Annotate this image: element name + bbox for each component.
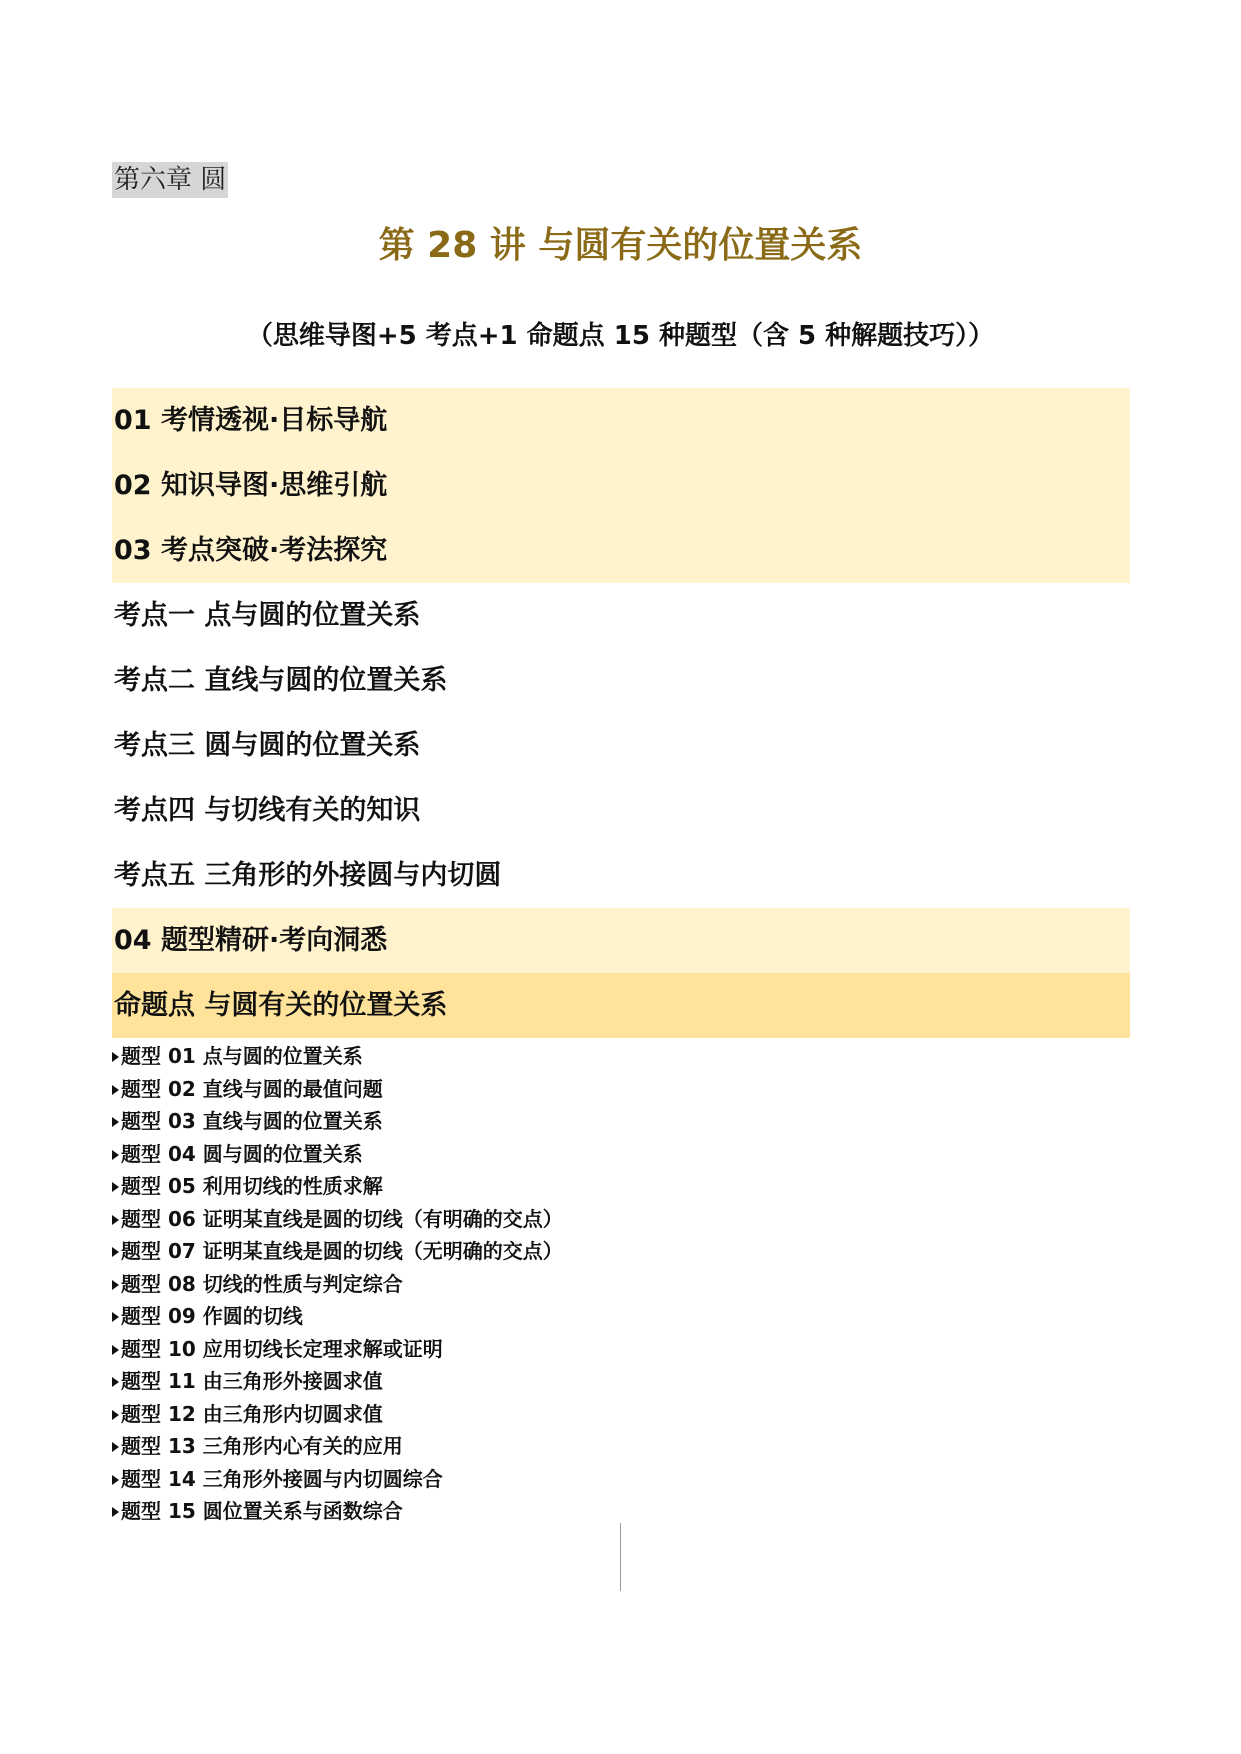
- triangle-bullet-icon: [112, 1150, 119, 1160]
- triangle-bullet-icon: [112, 1442, 119, 1452]
- chapter-label: 第六章 圆: [112, 162, 228, 198]
- question-type-label: 题型 09 作圆的切线: [121, 1304, 303, 1328]
- question-type-label: 题型 01 点与圆的位置关系: [121, 1044, 363, 1068]
- triangle-bullet-icon: [112, 1280, 119, 1290]
- list-item: [112, 1300, 812, 1333]
- question-type-label: 题型 13 三角形内心有关的应用: [121, 1434, 403, 1458]
- toc-item: 考点二 直线与圆的位置关系: [114, 665, 448, 696]
- triangle-bullet-icon: [112, 1377, 119, 1387]
- list-item: [112, 1235, 812, 1268]
- triangle-bullet-icon: [112, 1052, 119, 1062]
- question-type-label: 题型 14 三角形外接圆与内切圆综合: [121, 1466, 443, 1491]
- column-divider: [620, 1523, 621, 1591]
- list-item: [112, 1365, 812, 1398]
- triangle-bullet-icon: [112, 1410, 119, 1420]
- list-item: [112, 1170, 812, 1203]
- toc-item: 考点四 与切线有关的知识: [114, 795, 421, 826]
- list-item: [112, 1203, 812, 1236]
- toc-item: 考点五 三角形的外接圆与内切圆: [114, 860, 502, 891]
- triangle-bullet-icon: [112, 1507, 119, 1517]
- toc-item: 03 考点突破·考法探究: [112, 518, 1130, 583]
- question-type-label: 题型 07 证明某直线是圆的切线（无明确的交点）: [121, 1239, 563, 1263]
- question-type-label: 题型 06 证明某直线是圆的切线（有明确的交点）: [121, 1206, 563, 1231]
- triangle-bullet-icon: [112, 1117, 119, 1127]
- triangle-bullet-icon: [112, 1247, 119, 1257]
- triangle-bullet-icon: [112, 1182, 119, 1192]
- question-type-label: 题型 04 圆与圆的位置关系: [121, 1141, 363, 1166]
- triangle-bullet-icon: [112, 1475, 119, 1485]
- question-type-label: 题型 08 切线的性质与判定综合: [121, 1271, 403, 1296]
- question-type-label: 题型 15 圆位置关系与函数综合: [121, 1499, 403, 1523]
- list-item: [112, 1463, 812, 1496]
- question-type-label: 题型 11 由三角形外接圆求值: [121, 1369, 383, 1393]
- triangle-bullet-icon: [112, 1215, 119, 1225]
- question-type-label: 题型 05 利用切线的性质求解: [121, 1174, 383, 1198]
- lecture-subtitle: （思维导图+5 考点+1 命题点 15 种题型（含 5 种解题技巧））: [246, 321, 995, 351]
- question-type-list: [112, 1040, 812, 1528]
- list-item: [112, 1495, 812, 1528]
- list-item: [112, 1268, 812, 1301]
- triangle-bullet-icon: [112, 1312, 119, 1322]
- list-item: [112, 1430, 812, 1463]
- triangle-bullet-icon: [112, 1085, 119, 1095]
- table-of-contents: [112, 388, 1130, 1038]
- toc-item: 01 考情透视·目标导航: [112, 388, 1130, 453]
- question-type-label: 题型 03 直线与圆的位置关系: [121, 1109, 383, 1133]
- toc-item: 02 知识导图·思维引航: [112, 453, 1130, 518]
- toc-item: 考点三 圆与圆的位置关系: [114, 730, 421, 761]
- list-item: [112, 1398, 812, 1431]
- triangle-bullet-icon: [112, 1345, 119, 1355]
- question-type-label: 题型 10 应用切线长定理求解或证明: [121, 1336, 443, 1361]
- question-type-label: 题型 12 由三角形内切圆求值: [121, 1401, 383, 1426]
- toc-item: 考点一 点与圆的位置关系: [114, 600, 421, 631]
- list-item: [112, 1333, 812, 1366]
- list-item: [112, 1073, 812, 1106]
- list-item: [112, 1105, 812, 1138]
- toc-item: 命题点 与圆有关的位置关系: [112, 973, 1130, 1038]
- toc-item: 04 题型精研·考向洞悉: [112, 908, 1130, 973]
- question-type-label: 题型 02 直线与圆的最值问题: [121, 1076, 383, 1101]
- lecture-title: 第 28 讲 与圆有关的位置关系: [378, 225, 863, 266]
- list-item: [112, 1138, 812, 1171]
- list-item: [112, 1040, 812, 1073]
